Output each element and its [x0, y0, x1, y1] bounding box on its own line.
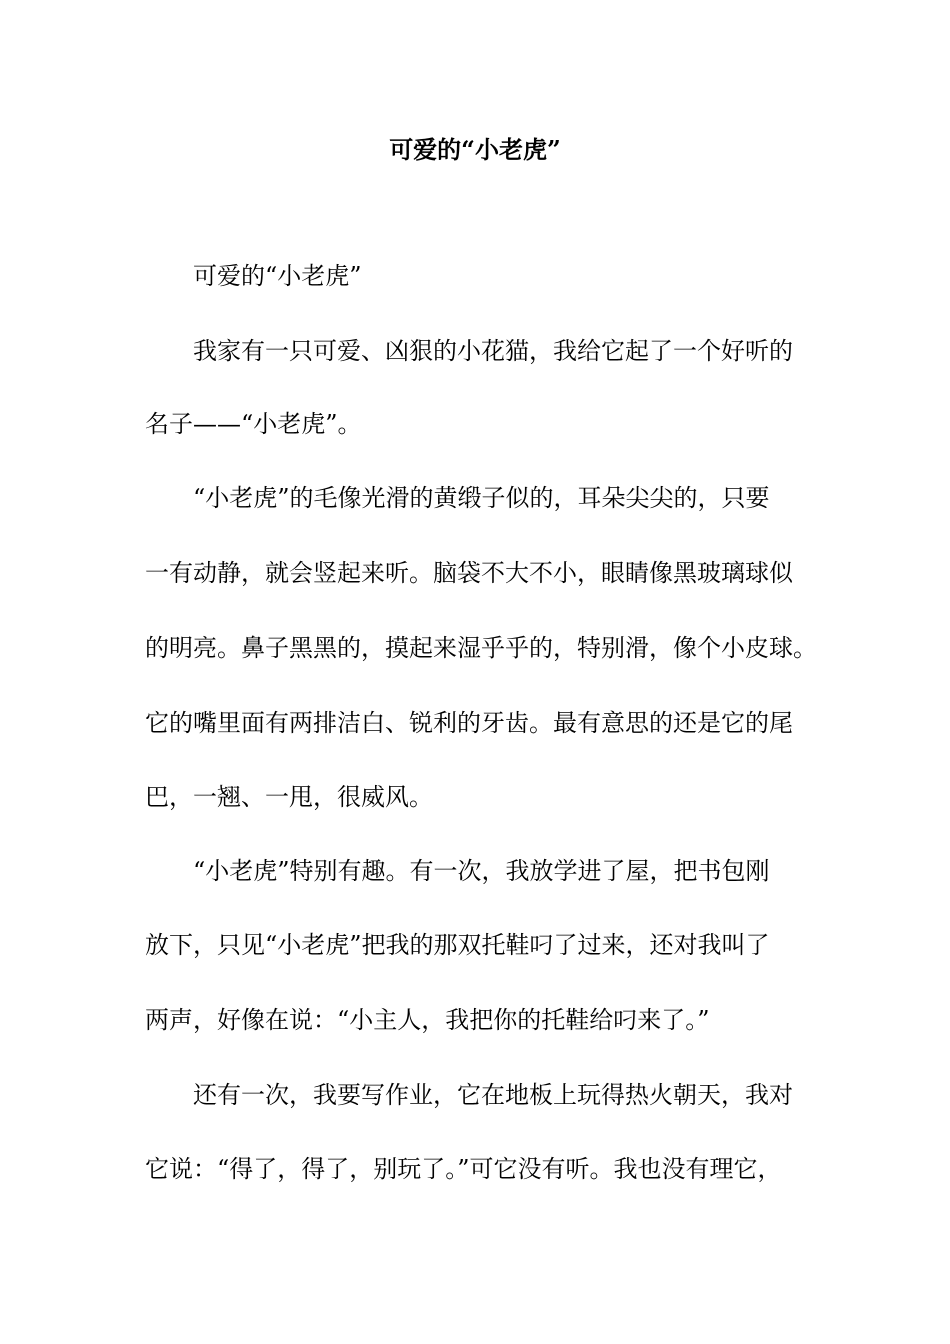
paragraph-line: 一有动静，就会竖起来听。脑袋不大不小，眼睛像黑玻璃球似 — [145, 559, 793, 587]
paragraph-line: 放下，只见“小老虎”把我的那双托鞋叼了过来，还对我叫了 — [145, 931, 770, 959]
document-title: 可爱的“小老虎” — [389, 135, 561, 164]
paragraph-line: 巴，一翘、一甩，很威风。 — [145, 783, 433, 811]
paragraph-line: 两声，好像在说：“小主人，我把你的托鞋给叼来了。” — [145, 1006, 710, 1034]
paragraph-line: “小老虎”的毛像光滑的黄缎子似的，耳朵尖尖的，只要 — [193, 484, 770, 512]
paragraph-line: 可爱的“小老虎” — [193, 262, 362, 290]
paragraph-line: 它说：“得了，得了，别玩了。”可它没有听。我也没有理它， — [145, 1155, 782, 1183]
paragraph-line: 的明亮。鼻子黑黑的，摸起来湿乎乎的，特别滑，像个小皮球。 — [145, 634, 817, 662]
paragraph-line: 它的嘴里面有两排洁白、锐利的牙齿。最有意思的还是它的尾 — [145, 709, 793, 737]
paragraph-line: 名子——“小老虎”。 — [145, 410, 362, 438]
paragraph-line: “小老虎”特别有趣。有一次，我放学进了屋，把书包刚 — [193, 857, 770, 885]
paragraph-line: 我家有一只可爱、凶狠的小花猫，我给它起了一个好听的 — [193, 337, 793, 365]
paragraph-line: 还有一次，我要写作业，它在地板上玩得热火朝天，我对 — [193, 1081, 793, 1109]
